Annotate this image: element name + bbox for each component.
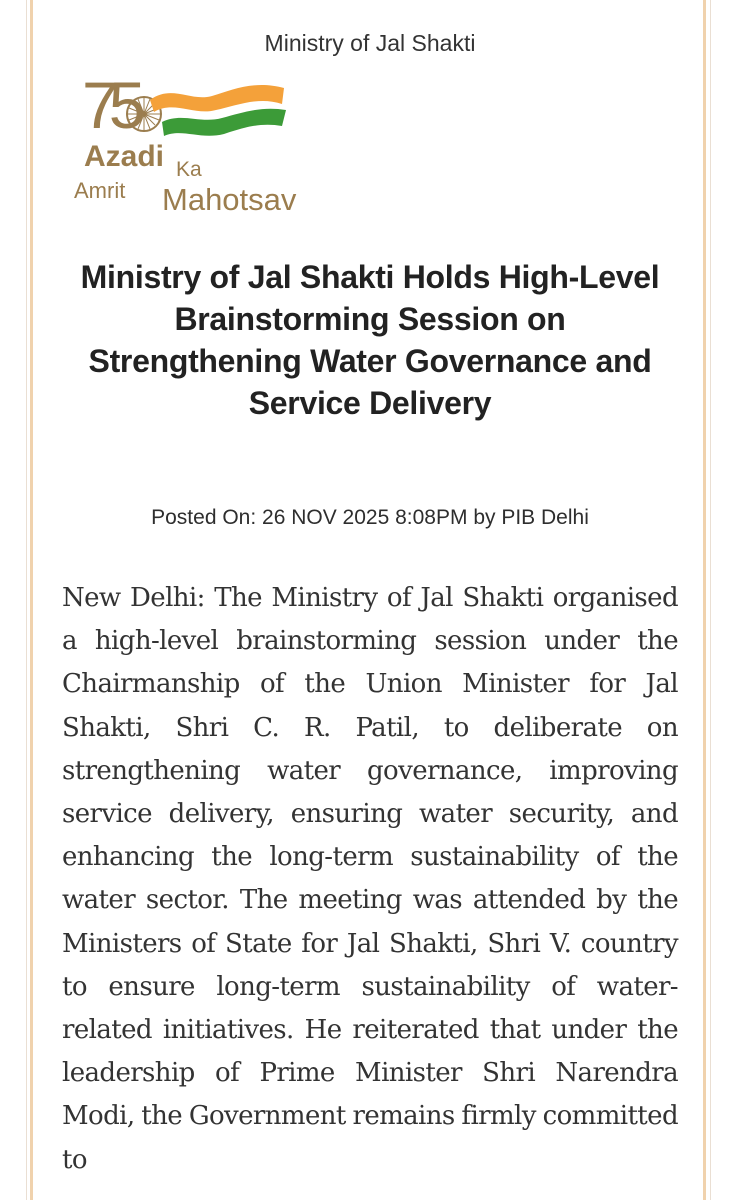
logo-mahotsav: Mahotsav	[162, 182, 297, 216]
posted-date: Posted On: 26 NOV 2025 8:08PM by PIB Delhi	[151, 506, 589, 529]
page-edge-left	[26, 0, 27, 1200]
logo-number: 75	[82, 68, 136, 142]
page-edge-right	[710, 0, 711, 1200]
flag-green-wave	[162, 109, 286, 136]
ministry-name: Ministry of Jal Shakti	[264, 30, 476, 56]
flag-saffron-wave	[150, 85, 284, 112]
azadi-ka-amrit-mahotsav-logo	[72, 66, 342, 216]
logo-ka: Ka	[176, 158, 202, 181]
logo-amrit: Amrit	[74, 178, 126, 203]
article-headline: Ministry of Jal Shakti Holds High-Level Brainstorming Session on Strengthening Water Governance and Service Delivery	[80, 259, 660, 421]
logo-azadi: Azadi	[84, 140, 165, 173]
article-body: New Delhi: The Ministry of Jal Shakti organised a high-level brainstorming session under the Chairmanship of the Union Minister for Jal Shakti, Shri C. R. Patil, to deliberate on strengthening water governance, improving service delivery, ensuring water security, and enhancing the long-term sustainability of the water sector. The meeting was attended by the Ministers of State for Jal Shakti, Shri V. country to ensure long-term sustainability of water-related initiatives. He reiterated that under the leadership of Prime Minister Shri Narendra Modi, the Government remains firmly committed to	[62, 583, 678, 1175]
